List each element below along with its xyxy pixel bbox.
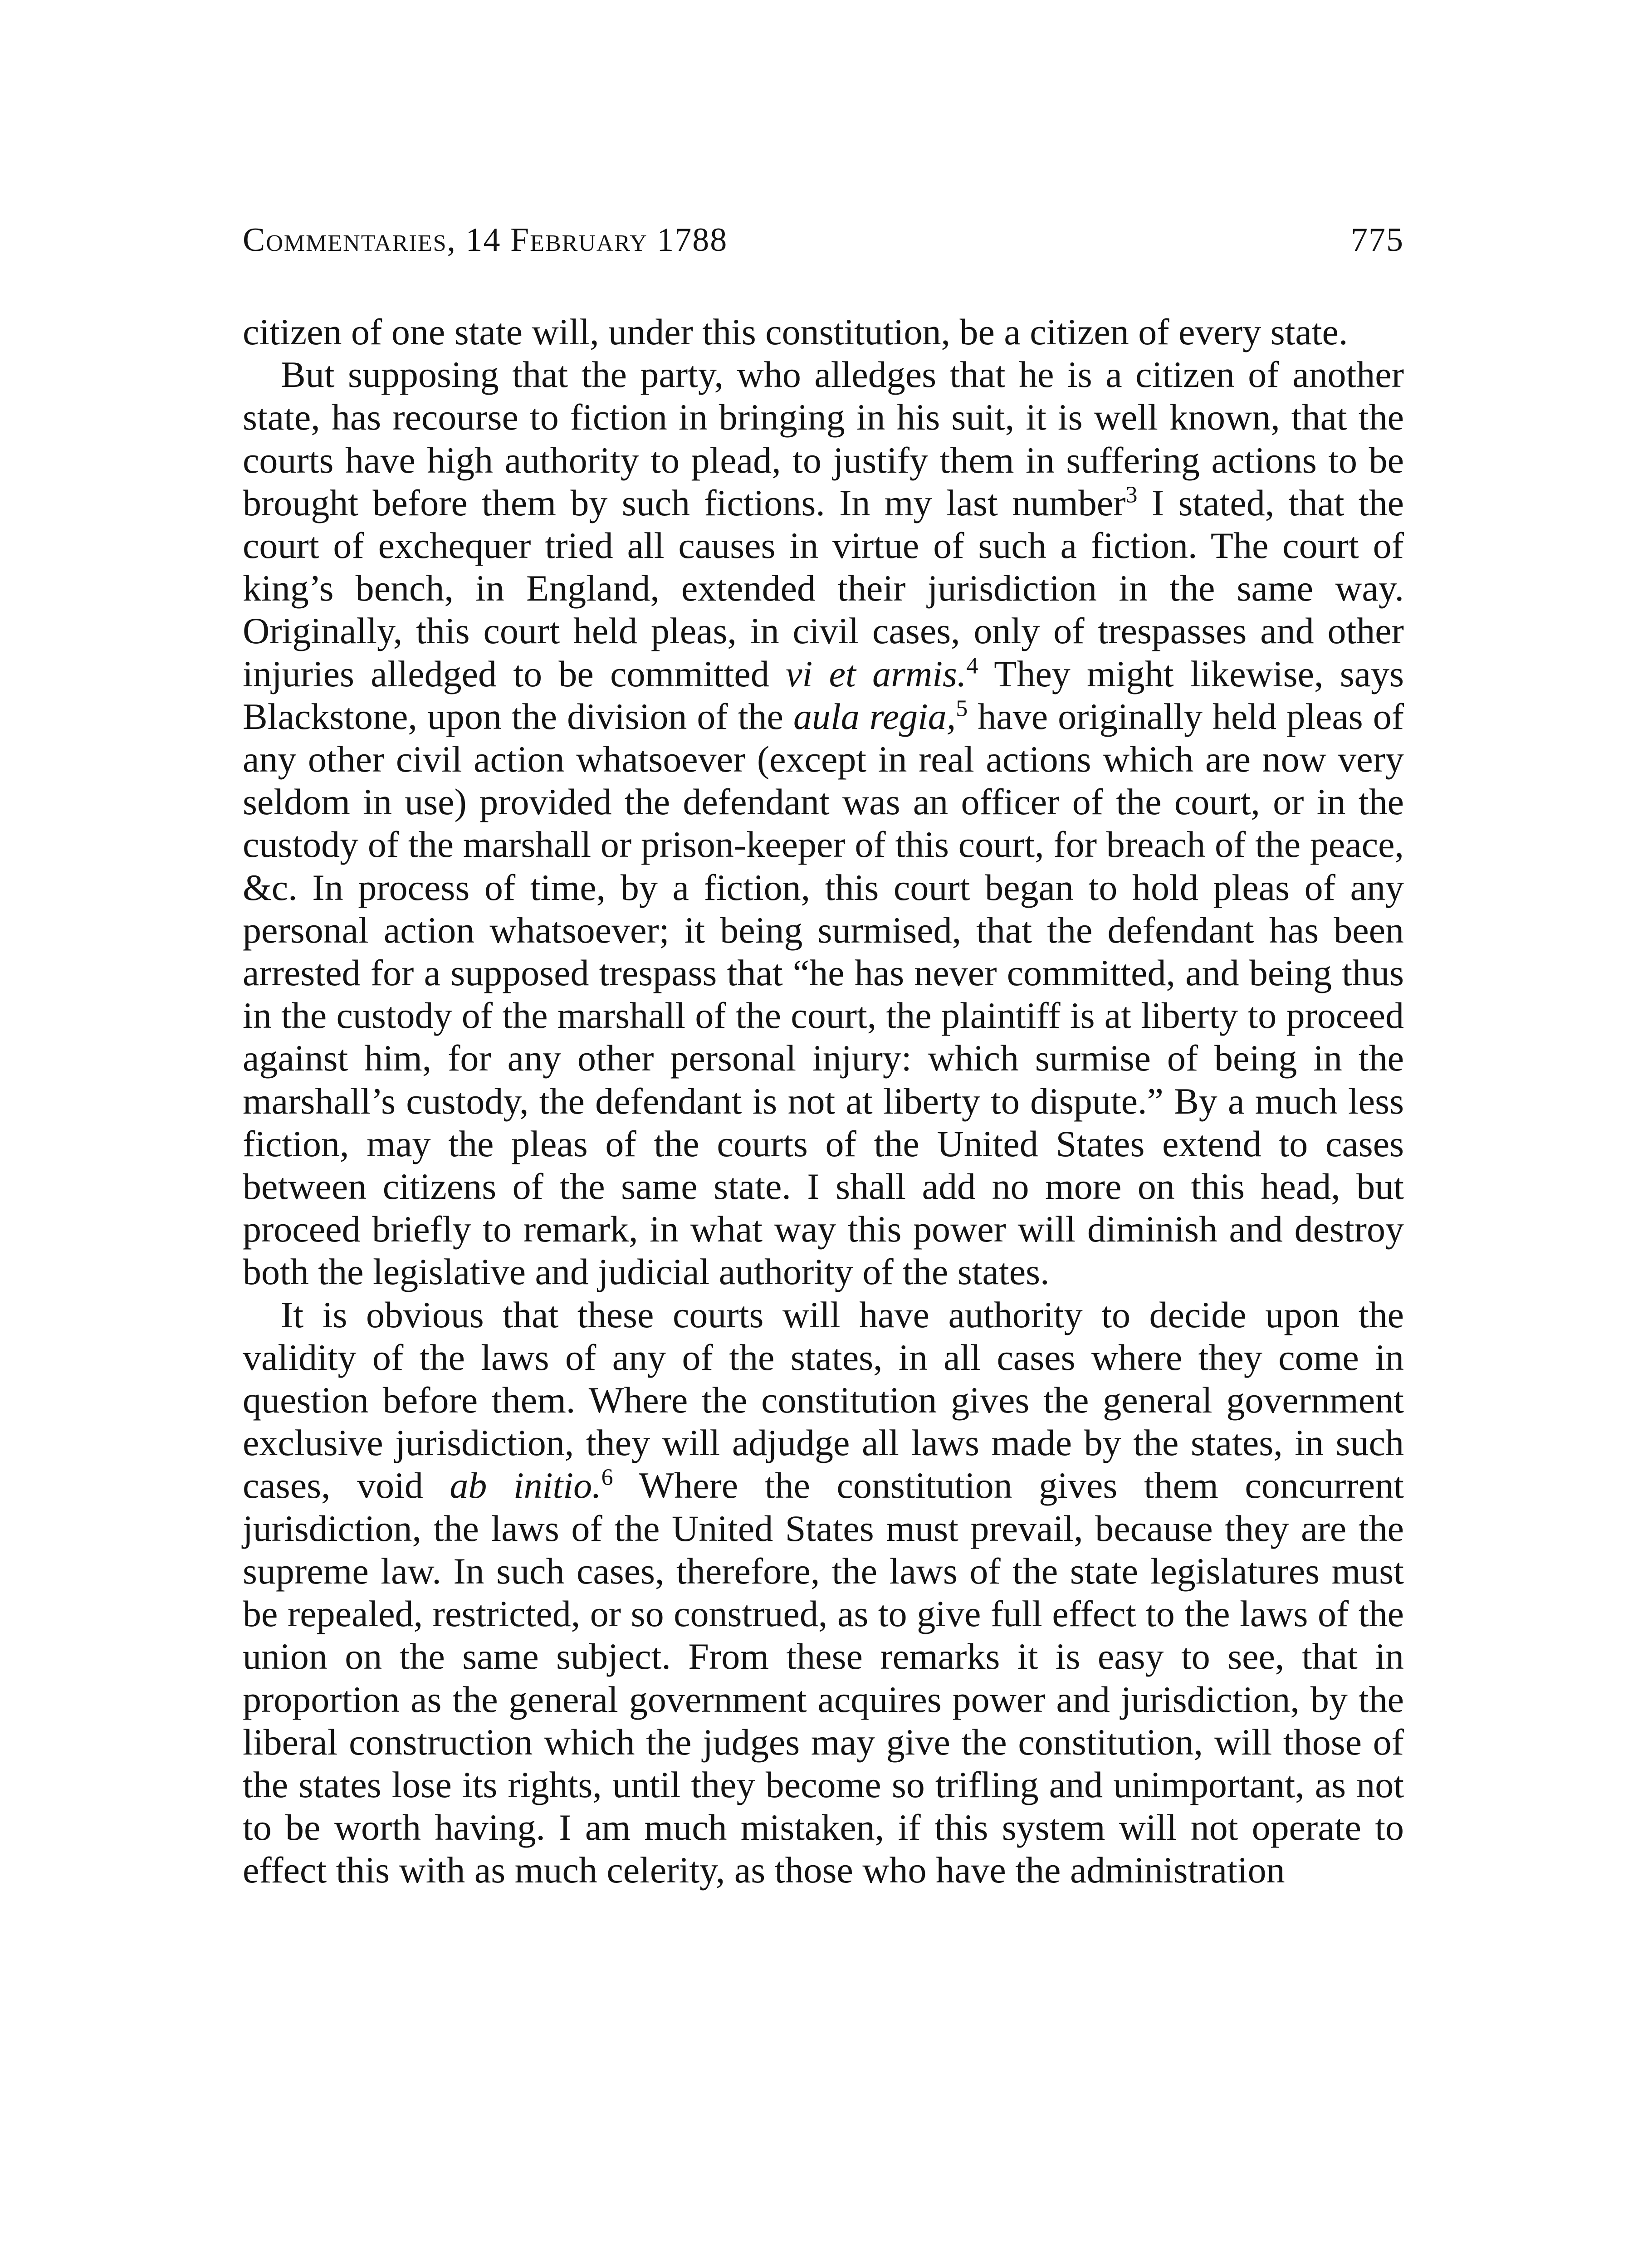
body-text: [243, 311, 1404, 1892]
footnote-ref-3: 3: [1125, 482, 1138, 508]
page-number: 775: [1351, 221, 1404, 259]
footnote-ref-4: 4: [966, 653, 978, 679]
running-title: Commentaries, 14 February 1788: [243, 221, 728, 259]
paragraph-text: They might likewise, says Blackstone, upon the division of the: [243, 653, 1404, 737]
document-page: [243, 206, 1404, 1892]
footnote-ref-6: 6: [601, 1465, 613, 1491]
latin-phrase: ab initio.: [450, 1465, 601, 1506]
latin-phrase: vi et armis.: [786, 653, 967, 694]
latin-phrase: aula regia,: [793, 695, 956, 737]
paragraph-continuation: [243, 311, 1404, 353]
paragraph-text: But supposing that the party, who alledges that he is a citizen of another state, has recourse to fiction in bringing in his suit, it is well known, that the courts have high authority to plead, to justify them in suffering actions to be brought before them by such fictions. In my last number: [243, 354, 1404, 523]
paragraph-text: I stated, that the court of exchequer tried all causes in virtue of such a fiction. The court of king’s bench, in England, extended their jurisdiction in the same way. Originally, this court held pleas, in civil cases, only of trespasses and other injuries alledged to be committed: [243, 482, 1404, 694]
paragraph-text: citizen of one state will, under this constitution, be a citizen of every state.: [243, 311, 1348, 352]
paragraph-text: It is obvious that these courts will have authority to decide upon the validity of the laws of any of the states, in all cases where they come in question before them. Where the constitution gives the general government exclusive jurisdiction, they will adjudge all laws made by the states, in such cases, void: [243, 1294, 1404, 1506]
paragraph-text: have originally held pleas of any other civil action whatsoever (except in real actions which are now very seldom in use) provided the defendant was an officer of the court, or in the custody of the marshall or prison-keeper of this court, for breach of the peace, &c. In process of time, by a fiction, this court began to hold pleas of any personal action whatsoever; it being surmised, that the defendant has been arrested for a supposed trespass that “he has never committed, and being thus in the custody of the marshall of the court, the plaintiff is at liberty to proceed against him, for any other personal injury: which surmise of being in the marshall’s custody, the defendant is not at liberty to dispute.” By a much less fiction, may the pleas of the courts of the United States extend to cases between citizens of the same state. I shall add no more on this head, but proceed briefly to remark, in what way this power will diminish and destroy both the legislative and judicial authority of the states.: [243, 695, 1404, 1293]
footnote-ref-5: 5: [956, 695, 968, 722]
running-head: [243, 206, 1404, 259]
paragraph: [243, 353, 1404, 1293]
paragraph: [243, 1294, 1404, 1892]
paragraph-text: Where the constitution gives them concurrent jurisdiction, the laws of the United States must prevail, because they are the supreme law. In such cases, therefore, the laws of the state legislatures must be repealed, restricted, or so construed, as to give full effect to the laws of the union on the same subject. From these remarks it is easy to see, that in proportion as the general government acquires power and jurisdiction, by the liberal construction which the judges may give the constitution, will those of the states lose its rights, until they become so trifling and unimportant, as not to be worth having. I am much mistaken, if this system will not operate to effect this with as much celerity, as those who have the administration: [243, 1465, 1404, 1891]
